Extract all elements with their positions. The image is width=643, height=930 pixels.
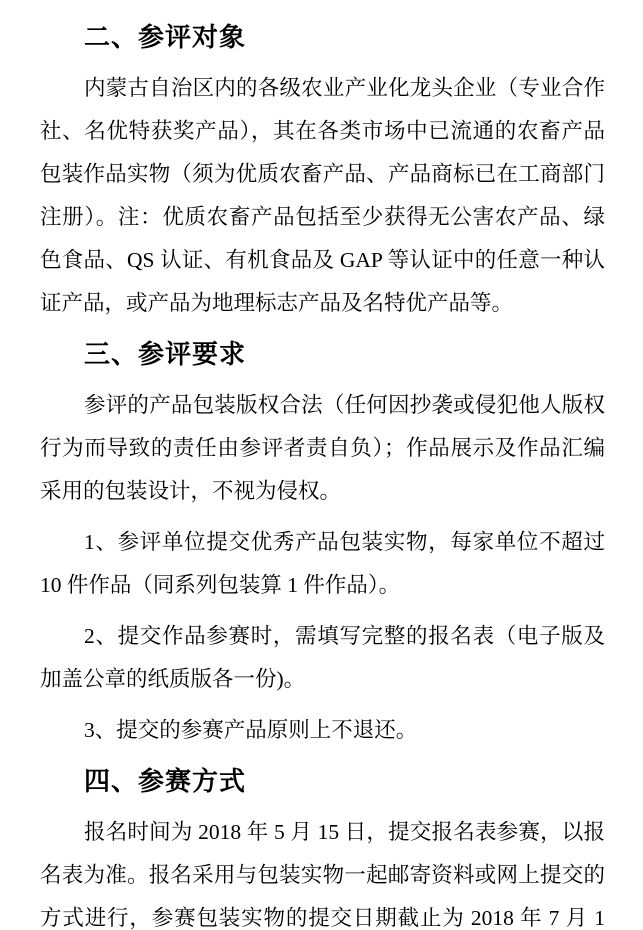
section-heading-entry-requirements: 三、参评要求 (84, 340, 247, 369)
paragraph-item-2-entry-form: 2、提交作品参赛时，需填写完整的报名表（电子版及加盖公章的纸质版各一份)。 (40, 624, 605, 691)
section-heading-entry-method: 四、参赛方式 (84, 767, 247, 796)
paragraph-participation-targets: 内蒙古自治区内的各级农业产业化龙头企业（专业合作社、名优特获奖产品），其在各类市场中已流通的农畜产品包装作品实物（须为优质农畜产品、产品商标已在工商部门注册）。注：优质农畜产品包括至少获得无公害农产品、绿色食品、QS 认证、有机食品及 GAP 等认证中的任意一种认证产品，或产品为地理标志产品及名特优产品等。 (40, 76, 605, 315)
section-heading-participation-targets: 二、参评对象 (84, 23, 247, 52)
paragraph-entry-method: 报名时间为 2018 年 5 月 15 日，提交报名表参赛，以报名表为准。报名采用与包装实物一起邮寄资料或网上提交的方式进行，参赛包装实物的提交日期截止为 2018 年 7 月 1 (40, 820, 605, 930)
paragraph-item-3-no-return: 3、提交的参赛产品原则上不退还。 (84, 718, 418, 742)
paragraph-item-1-submission-limit: 1、参评单位提交优秀产品包装实物，每家单位不超过 10 件作品（同系列包装算 1 件作品）。 (40, 530, 605, 597)
paragraph-copyright-notice: 参评的产品包装版权合法（任何因抄袭或侵犯他人版权行为而导致的责任由参评者责自负）；作品展示及作品汇编采用的包装设计，不视为侵权。 (40, 393, 605, 503)
